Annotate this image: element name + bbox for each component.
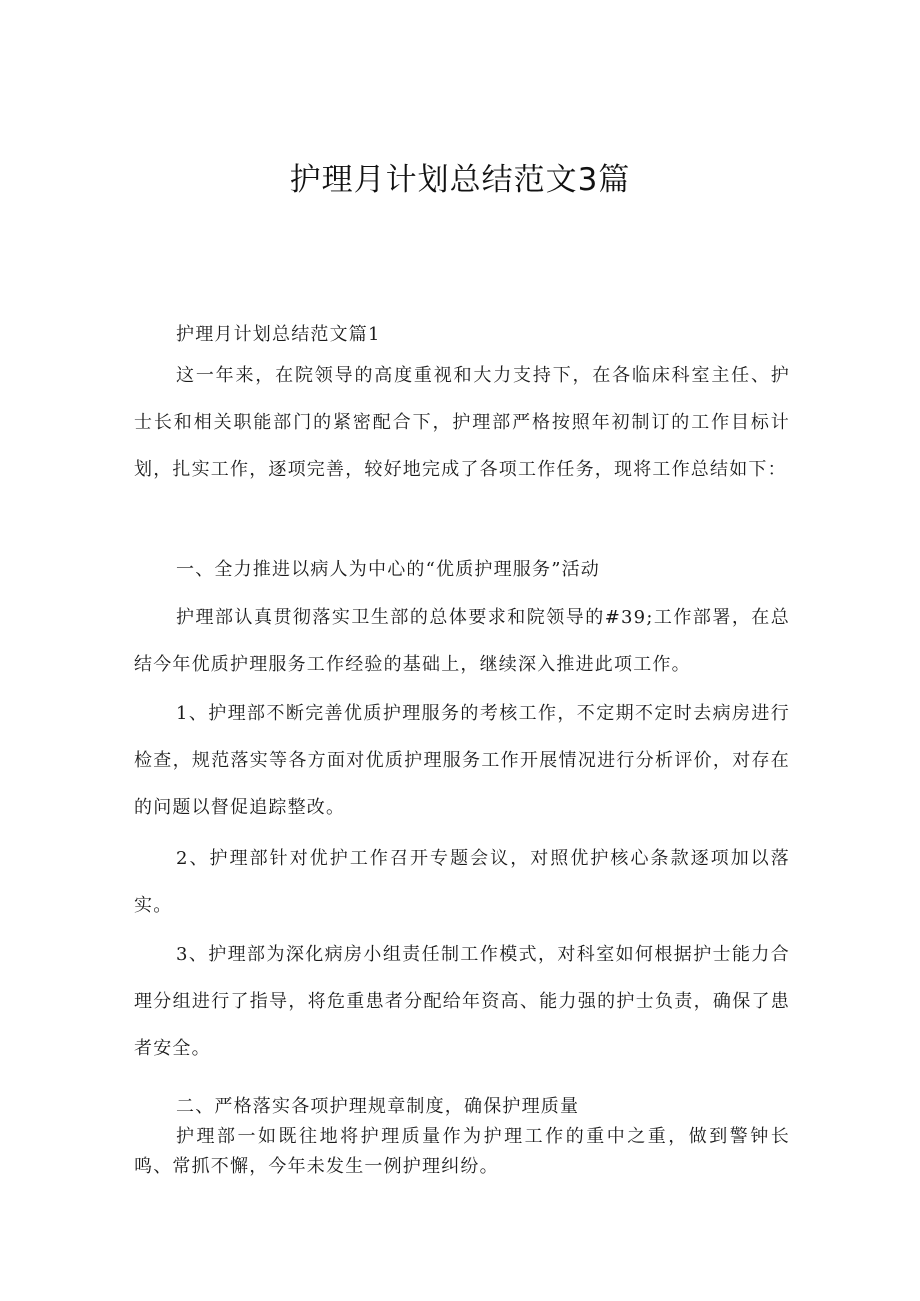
- paragraph-intro: 这一年来，在院领导的高度重视和大力支持下，在各临床科室主任、护士长和相关职能部门的紧密配合下，护理部严格按照年初制订的工作目标计划，扎实工作，逐项完善，较好地完成了各项工作任务，现将工作总结如下：: [134, 365, 790, 480]
- list-item-3: 3、护理部为深化病房小组责任制工作模式，对科室如何根据护士能力合理分组进行了指导，将危重患者分配给年资高、能力强的护士负责，确保了患者安全。: [134, 944, 790, 1059]
- list-item-2: 2、护理部针对优护工作召开专题会议，对照优护核心条款逐项加以落实。: [134, 848, 790, 916]
- paragraph-section-2: 护理部一如既往地将护理质量作为护理工作的重中之重，做到警钟长鸣、常抓不懈，今年未发生一例护理纠纷。: [134, 1126, 790, 1177]
- paragraph-section-1: 护理部认真贯彻落实卫生部的总体要求和院领导的#39;工作部署，在总结今年优质护理服务工作经验的基础上，继续深入推进此项工作。: [134, 607, 790, 675]
- section-heading-1: 一、全力推进以病人为中心的“优质护理服务”活动: [176, 559, 601, 580]
- list-item-1: 1、护理部不断完善优质护理服务的考核工作，不定期不定时去病房进行检查，规范落实等各方面对优质护理服务工作开展情况进行分析评价，对存在的问题以督促追踪整改。: [134, 703, 790, 818]
- section-heading-article-1: 护理月计划总结范文篇1: [176, 324, 381, 345]
- section-heading-2: 二、严格落实各项护理规章制度，确保护理质量: [176, 1096, 580, 1117]
- document-title: 护理月计划总结范文3篇: [289, 162, 631, 198]
